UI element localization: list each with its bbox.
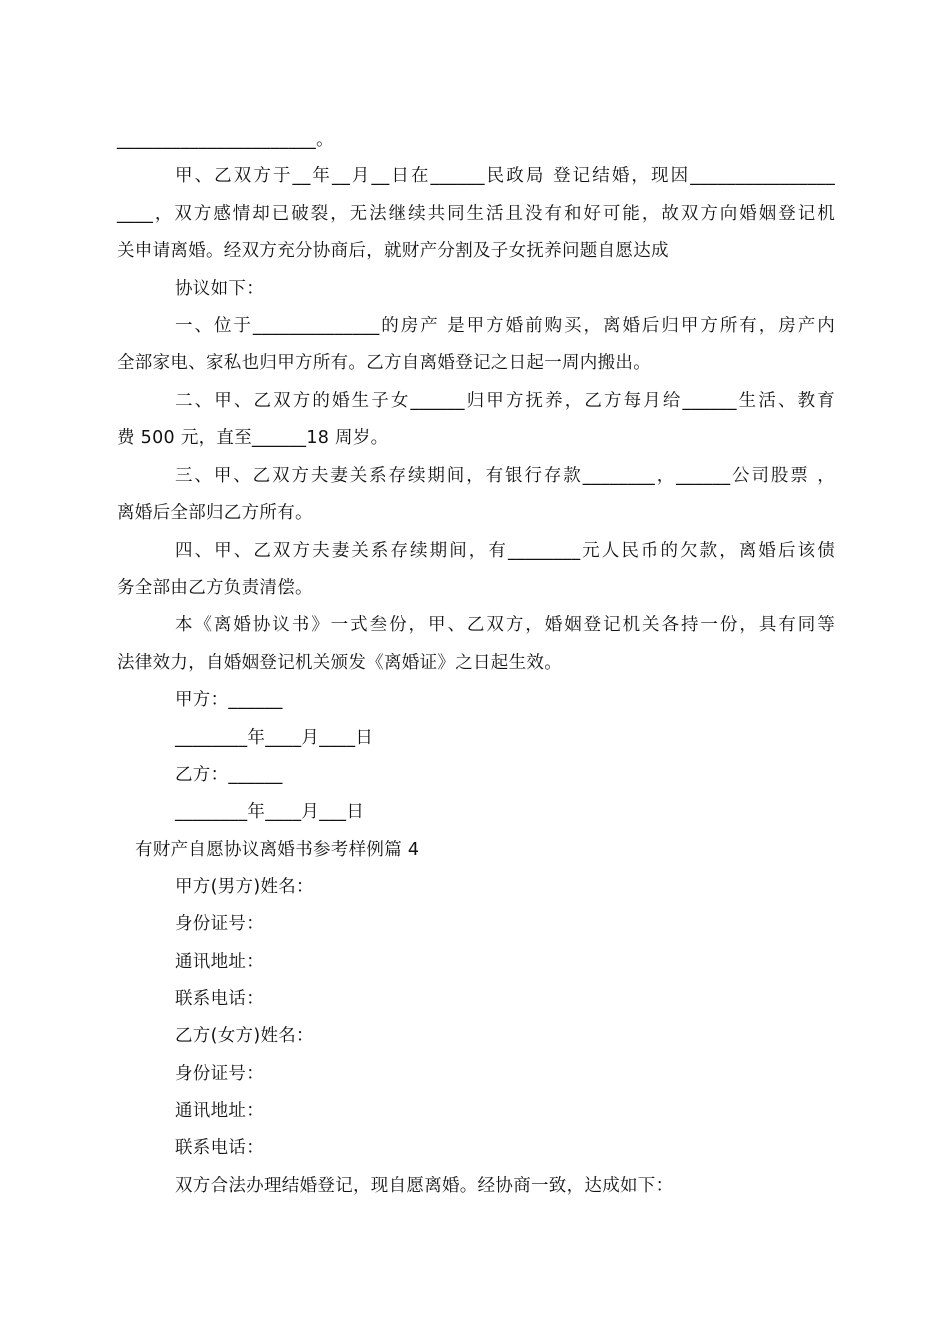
signature-party-a: 甲方：______ <box>175 690 283 710</box>
text-line: 法律效力，自婚姻登记机关颁发《离婚证》之日起生效。 <box>117 653 562 673</box>
text-line: 务全部由乙方负责清偿。 <box>117 578 313 598</box>
text-line: 关申请离婚。经双方充分协商后，就财产分割及子女抚养问题自愿达成 <box>117 241 669 261</box>
text-line: 离婚后全部归乙方所有。 <box>117 503 313 523</box>
field-label: 甲方(男方)姓名： <box>175 877 314 897</box>
text-line: ____，双方感情却已破裂，无法继续共同生活且没有和好可能，故双方向婚姻登记机 <box>117 204 835 224</box>
field-label: 联系电话： <box>175 989 264 1009</box>
text-line: 甲、乙双方于__年__月__日在______民政局 登记结婚，现因________________ <box>175 166 835 186</box>
text-line: 费 500 元，直至______18 周岁。 <box>117 428 389 448</box>
text-line: 四、甲、乙双方夫妻关系存续期间，有________元人民币的欠款，离婚后该债 <box>175 541 835 561</box>
text-line: 协议如下： <box>175 279 264 299</box>
field-label: 联系电话： <box>175 1138 264 1158</box>
section-heading: 有财产自愿协议离婚书参考样例篇 4 <box>135 840 420 860</box>
date-line-b: ________年____月___日 <box>175 802 365 822</box>
field-label: 乙方(女方)姓名： <box>175 1026 314 1046</box>
date-line-a: ________年____月____日 <box>175 728 374 748</box>
field-label: 身份证号： <box>175 1064 264 1084</box>
text-line: ______________________。 <box>117 130 334 150</box>
text-line: 二、甲、乙双方的婚生子女______归甲方抚养，乙方每月给______生活、教育 <box>175 391 835 411</box>
text-line: 全部家电、家私也归甲方所有。乙方自离婚登记之日起一周内搬出。 <box>117 353 651 373</box>
field-label: 身份证号： <box>175 914 264 934</box>
field-label: 通讯地址： <box>175 1101 264 1121</box>
text-line: 一、位于______________的房产 是甲方婚前购买，离婚后归甲方所有，房产内 <box>175 316 835 336</box>
signature-party-b: 乙方：______ <box>175 765 283 785</box>
text-line: 三、甲、乙双方夫妻关系存续期间，有银行存款________，______公司股票 ， <box>175 466 835 486</box>
field-label: 通讯地址： <box>175 952 264 972</box>
text-line: 双方合法办理结婚登记，现自愿离婚。经协商一致，达成如下： <box>175 1176 674 1196</box>
text-line: 本《离婚协议书》一式叁份，甲、乙双方，婚姻登记机关各持一份，具有同等 <box>175 615 835 635</box>
